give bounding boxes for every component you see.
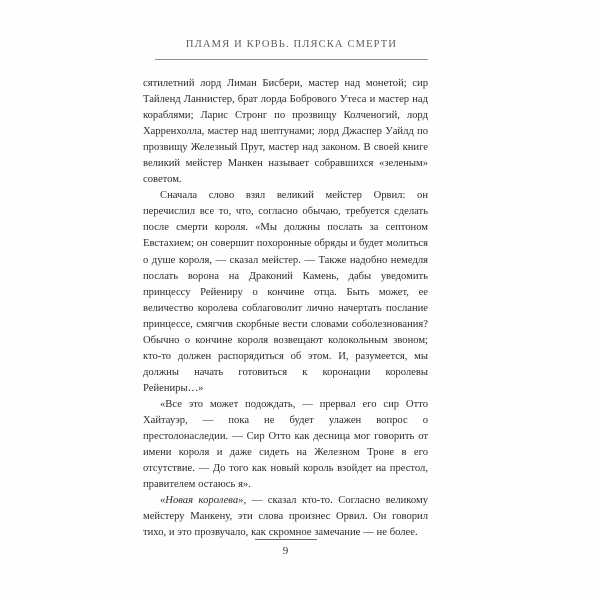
running-head bbox=[155, 38, 428, 52]
body-text-block bbox=[143, 76, 428, 541]
paragraph-1: сятилетний лорд Лиман Бисбери, мастер над монетой; сир Тайленд Ланнистер, брат лорда Бобрового Утеса и мастер над кораблями; Ларис Стронг по прозвищу Колченогий, лорд Харренхолла, мастер над шептунами; лорд Джаспер Уайлд по прозвищу Железный Прут, мастер над законом. В своей книге великий мейстер Манкен называет собравшихся «зеленым» советом. bbox=[143, 78, 428, 186]
paragraph-3: «Все это может подождать, — прервал его сир Отто Хайтауэр, — пока не будет улажен вопрос о престолонаследии. — Сир Отто как десница мог говорить от имени короля и даже сидеть на Железном Троне в его отсутствие. — До того как новый король взойдет на престол, правителем остаюсь я». bbox=[143, 398, 428, 491]
paragraph-4-lead: « bbox=[160, 495, 166, 507]
paragraph-4-tail: », — сказал кто-то. Согласно великому мейстеру Манкену, эти слова произнес Орвил. Он говорил тихо, и это прозвучало, как скромное замечание — не более. bbox=[143, 495, 428, 539]
paragraph-4-italic-phrase: Новая королева bbox=[165, 495, 239, 507]
page-number: 9 bbox=[282, 545, 289, 557]
folio bbox=[143, 544, 428, 559]
paragraph-4 bbox=[143, 493, 428, 541]
running-head-title: ПЛАМЯ И КРОВЬ. ПЛЯСКА СМЕРТИ bbox=[185, 39, 398, 50]
running-head-rule bbox=[155, 59, 428, 60]
section-end-rule bbox=[255, 539, 317, 540]
paragraph-2: Сначала слово взял великий мейстер Орвил: он перечислил все то, что, согласно обычаю, требуется сделать после смерти короля. «Мы должны послать за септоном Евстахием; он совершит похоронные обряды и будет молиться о душе короля, — сказал мейстер. — Также надобно немедля послать ворона на Драконий Камень, дабы уведомить принцессу Рейениру о кончине отца. Быть может, ее величество королева соблаговолит лично начертать послание принцессе, смягчив скорбные вести словами соболезнования? Обычно о кончине короля возвещают колокольным звоном; кто-то должен распорядиться об этом. И, разумеется, мы должны начать готовиться к коронации королевы Рейениры…» bbox=[143, 190, 428, 394]
